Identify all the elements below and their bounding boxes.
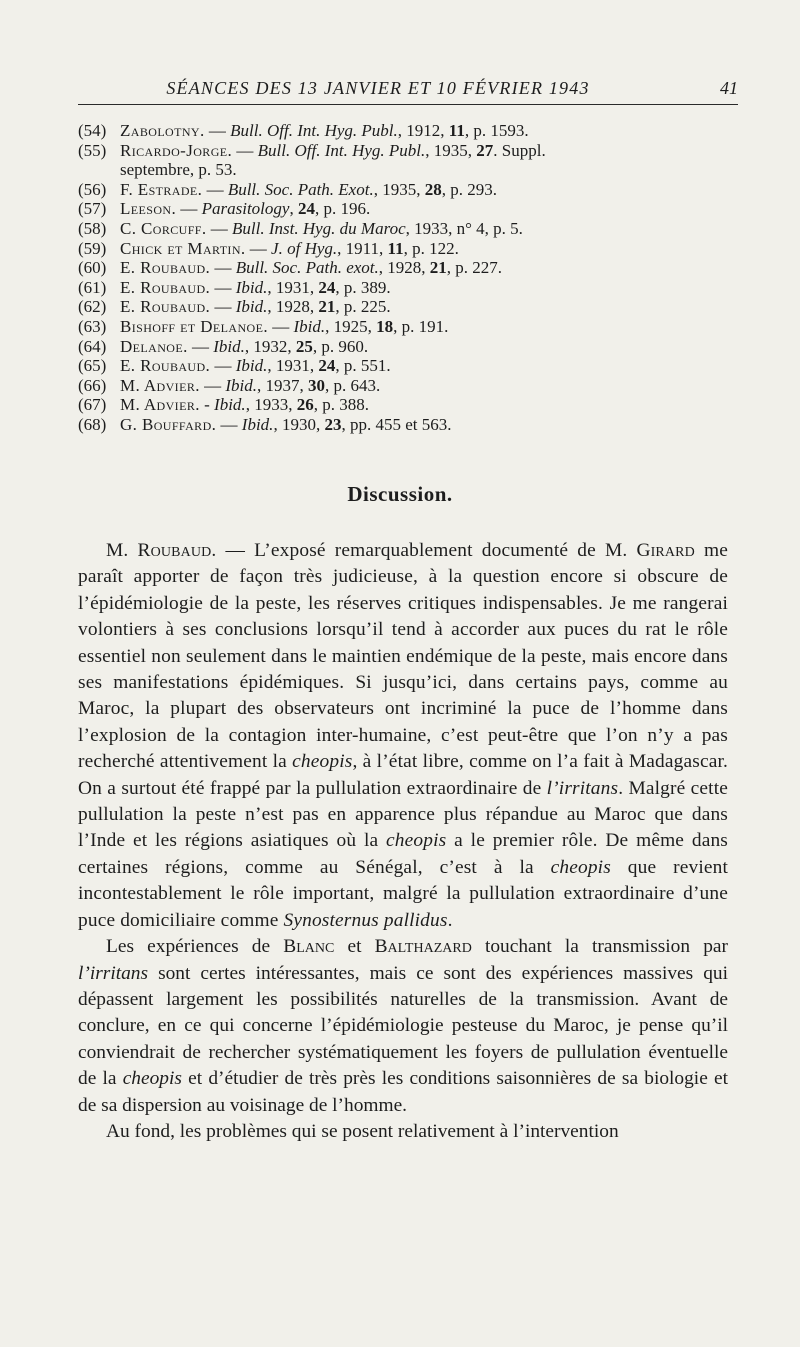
reference-volume: 21 (318, 297, 336, 317)
reference-item (78, 376, 748, 396)
reference-separator: — (232, 140, 258, 160)
reference-item (78, 395, 748, 415)
paragraph-1 (78, 538, 728, 934)
reference-source: Ibid. (235, 277, 268, 297)
reference-item (78, 121, 748, 141)
text-run: . (447, 909, 453, 931)
reference-separator: — (245, 238, 272, 258)
reference-author: Ricardo-Jorge. (120, 140, 233, 160)
page-number: 41 (720, 78, 738, 98)
reference-source: Ibid. (214, 395, 246, 415)
text-run: Au fond, les problèmes qui se posent relativement à l’intervention (106, 1120, 619, 1142)
reference-author: G. Bouffard. (120, 414, 217, 434)
reference-volume: 11 (448, 121, 465, 140)
reference-author: M. Advier. (120, 375, 200, 395)
reference-item (78, 258, 748, 278)
reference-number: (60) (78, 258, 107, 278)
reference-separator: — (206, 218, 233, 238)
reference-volume: 23 (324, 414, 342, 434)
reference-detail: , p. 225. (335, 297, 391, 317)
paragraph-2 (78, 934, 728, 1119)
reference-detail: , 1933, n° 4, p. 5. (405, 218, 523, 238)
reference-source: Ibid. (241, 414, 274, 434)
reference-volume: 28 (424, 179, 442, 199)
reference-author: E. Roubaud. (120, 277, 211, 297)
reference-item (78, 297, 748, 317)
reference-source: Bull. Inst. Hyg. du Maroc (232, 218, 406, 238)
reference-separator: — (216, 414, 242, 434)
reference-author: E. Roubaud. (120, 258, 211, 278)
species-name: l’irritans (546, 777, 619, 799)
reference-detail: , 1925, (325, 316, 377, 336)
reference-detail: , p. 389. (335, 277, 391, 297)
reference-source: Parasitology (201, 199, 290, 219)
reference-detail: , pp. 455 et 563. (341, 414, 452, 434)
reference-source: Ibid. (235, 297, 268, 317)
reference-item (78, 219, 748, 239)
text-run: et d’étudier de très près les conditions saisonnières de sa biologie et de sa dispersion au voisinage de l’homme. (78, 1068, 728, 1116)
reference-detail: , p. 960. (312, 336, 369, 356)
reference-detail: , p. 191. (393, 316, 449, 336)
reference-separator: — (210, 277, 236, 297)
reference-source: Bull. Off. Int. Hyg. Publ. (257, 140, 426, 160)
reference-source: Ibid. (225, 375, 258, 395)
running-head-title: SÉANCES DES 13 JANVIER ET 10 FÉVRIER 1943 (166, 78, 590, 98)
reference-source: Bull. Soc. Path. Exot. (227, 179, 374, 199)
species-name: cheopis (386, 830, 447, 852)
reference-author: Bishoff et Delanoe. (120, 316, 268, 336)
reference-author: Delanoe. (120, 336, 188, 356)
text-run: a le premier rôle. De même dans certaines régions, comme au Sénégal, c’est à la (78, 830, 728, 878)
reference-number: (68) (78, 414, 107, 434)
reference-item (78, 278, 748, 298)
reference-detail: , 1932, (244, 336, 296, 356)
text-run: touchant la transmission par (471, 936, 728, 958)
reference-author: Leeson. (120, 199, 177, 219)
paragraph-3 (78, 1119, 728, 1145)
species-name: cheopis (550, 856, 611, 878)
reference-volume: 27 (476, 140, 494, 160)
reference-author: E. Roubaud. (120, 356, 211, 376)
reference-detail: , (289, 199, 298, 219)
text-run: . Malgré cette pullulation la peste n’est pas en apparence plus répandue au Maroc que dans l’Inde et les régions asiatiques où la (78, 777, 728, 852)
reference-number: (57) (78, 199, 107, 219)
reference-separator: — (210, 297, 236, 317)
reference-number: (64) (78, 336, 107, 356)
reference-volume: 24 (318, 356, 336, 376)
reference-author: Zabolotny. (120, 121, 205, 140)
reference-detail: , 1930, (273, 414, 325, 434)
reference-detail: , 1912, (397, 121, 449, 140)
reference-source: J. of Hyg. (271, 238, 338, 258)
reference-volume: 25 (295, 336, 313, 356)
reference-detail: , 1931, (267, 356, 319, 376)
reference-number: (66) (78, 375, 107, 395)
discussion-heading: Discussion. (347, 482, 453, 506)
reference-number: (61) (78, 277, 107, 297)
reference-number: (59) (78, 238, 107, 258)
reference-detail: , p. 196. (314, 199, 371, 219)
reference-number: (56) (78, 179, 107, 199)
text-run: et (334, 936, 375, 958)
author-name: Blanc (283, 936, 335, 958)
reference-number: (58) (78, 218, 107, 238)
reference-detail: , p. 388. (313, 395, 369, 415)
reference-number: (55) (78, 140, 107, 160)
text-run: , à l’état libre, comme on l’a fait à Madagascar. On a surtout été frappé par la pullulation extraordinaire de (78, 751, 728, 799)
reference-number: (65) (78, 356, 107, 376)
reference-detail: , p. 643. (325, 375, 381, 395)
reference-volume: 18 (376, 316, 394, 336)
discussion-body (78, 538, 728, 1145)
reference-number: (67) (78, 395, 107, 415)
author-name: Balthazard (374, 936, 472, 958)
text-run: — L’exposé remarquablement documenté de M. (216, 540, 637, 561)
reference-detail: , 1911, (337, 238, 388, 258)
species-name: cheopis (122, 1068, 182, 1090)
author-name: Girard (636, 540, 695, 561)
reference-author: C. Corcuff. (120, 218, 207, 238)
reference-separator: — (210, 258, 236, 278)
reference-detail: , p. 1593. (464, 121, 529, 140)
reference-volume: 24 (297, 199, 315, 219)
reference-separator: — (204, 121, 231, 140)
reference-continuation: septembre, p. 53. (120, 160, 237, 180)
reference-detail: , p. 122. (403, 238, 459, 258)
reference-detail: , 1928, (378, 258, 430, 278)
reference-detail: , p. 227. (446, 258, 503, 278)
reference-author: M. Advier. (120, 395, 200, 415)
reference-separator: — (187, 336, 214, 356)
reference-source: Bull. Soc. Path. exot. (235, 258, 379, 278)
reference-number: (54) (78, 121, 107, 140)
reference-detail: , 1931, (267, 277, 319, 297)
reference-separator: - (199, 395, 215, 415)
reference-item (78, 337, 748, 357)
reference-item (78, 317, 748, 337)
reference-separator: — (199, 375, 226, 395)
reference-separator: — (202, 179, 228, 199)
reference-detail: , p. 293. (441, 179, 497, 199)
reference-separator: — (210, 356, 236, 376)
reference-source: Bull. Off. Int. Hyg. Publ. (230, 121, 398, 140)
reference-separator: — (267, 316, 294, 336)
reference-item (78, 239, 748, 259)
reference-item (78, 160, 748, 180)
reference-detail: , 1935, (425, 140, 477, 160)
species-name: cheopis (292, 751, 353, 773)
reference-item (78, 141, 748, 161)
reference-author: F. Estrade. (120, 179, 203, 199)
species-name: l’irritans (78, 962, 149, 984)
reference-number: (63) (78, 316, 107, 336)
reference-number: (62) (78, 297, 107, 317)
reference-author: E. Roubaud. (120, 297, 211, 317)
speaker-name: M. Roubaud. (106, 540, 217, 561)
reference-source: Ibid. (213, 336, 245, 356)
reference-volume: 24 (318, 277, 336, 297)
running-head (78, 78, 738, 105)
reference-detail: , 1935, (373, 179, 425, 199)
text-run: me paraît apporter de façon très judicieuse, à la question encore si obscure de l’épidémiologie de la peste, les réserves critiques indispensables. Je me rangerai volontiers à ses conclusions lorsqu’il tend à accorder aux puces du rat le rôle essentiel non seulement dans le maintien endémique de la peste, mais encore dans ses manifestations épidémiques. Si jusqu’ici, dans certains pays, comme au Maroc, la plupart des observateurs ont incriminé la puce de l’homme dans l’explosion de la contagion inter-humaine, c’est peut-être que l’on n’y a pas recherché attentivement la (78, 540, 728, 773)
reference-item (78, 180, 748, 200)
reference-detail: , 1928, (267, 297, 319, 317)
reference-volume: 30 (308, 375, 326, 395)
reference-item (78, 356, 748, 376)
reference-detail: . Suppl. (493, 140, 546, 160)
text-run: que revient incontestablement le rôle important, malgré la pullulation extraordinaire d’une puce domiciliaire comme (78, 856, 728, 931)
reference-volume: 11 (387, 238, 404, 258)
reference-volume: 21 (429, 258, 447, 278)
reference-detail: , 1937, (257, 375, 309, 395)
text-run: sont certes intéressantes, mais ce sont des expériences massives qui dépassent largement les possibilités naturelles de la transmission. Avant de conclure, en ce qui concerne l’épidémiologie pesteuse du Maroc, je pense qu’il conviendrait de rechercher systématiquement les foyers de pullulation éventuelle de la (78, 962, 728, 1090)
reference-source: Ibid. (293, 316, 326, 336)
reference-list (78, 121, 748, 435)
reference-author: Chick et Martin. (120, 238, 246, 258)
species-name: Synosternus pallidus (283, 909, 448, 931)
text-run: Les expériences de (106, 936, 284, 958)
reference-source: Ibid. (235, 356, 268, 376)
reference-detail: , p. 551. (335, 356, 391, 376)
reference-item (78, 415, 748, 435)
reference-separator: — (176, 199, 202, 219)
reference-detail: , 1933, (245, 395, 297, 415)
reference-volume: 26 (296, 395, 314, 415)
reference-item (78, 199, 748, 219)
